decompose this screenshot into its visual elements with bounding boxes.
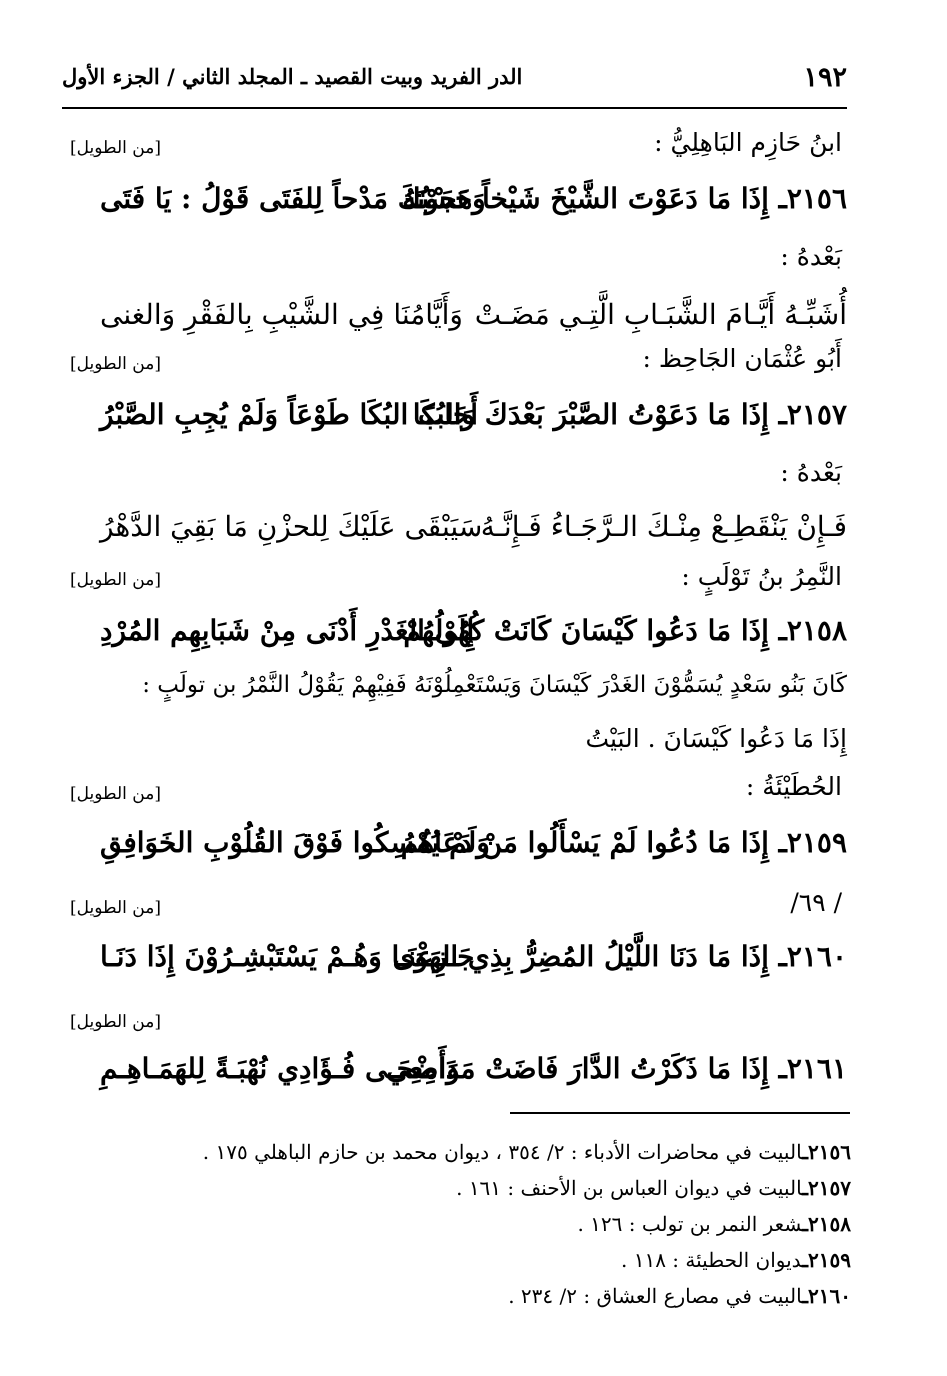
poet-name: أَبُو عُثْمَان الجَاحِظ : [642, 344, 842, 373]
verse-second-hemistich: سَيَبْقَى عَلَيْكَ لِلحزْنِ مَا بَقِيَ الدَّهْرُ [100, 510, 483, 543]
meter-label: [من الطويل] [70, 570, 161, 590]
footnote [203, 1140, 851, 1164]
footnote-number: ٢١٦٠ـ [802, 1284, 851, 1308]
verse-second-hemistich: وَلَمْ يُمْسِكُوا فَوْقَ القُلُوْبِ الخَوَافِقِ [100, 826, 490, 859]
verse-first-hemistich: ٢١٦٠ـ إِذَا مَا دَنَا اللَّيْلُ المُضِرُّ بِذِي الهَوَى [392, 940, 847, 973]
footnote [577, 1212, 851, 1236]
footnote-text: شعر النمر بن تولب : ١٢٦ . [577, 1212, 803, 1236]
footnote [621, 1248, 851, 1272]
verse-second-hemistich: وَأَضْحَـى فُـؤَادِي نُهْبَـةً لِلهَمَـاهِـمِ [100, 1052, 460, 1085]
footnote-number: ٢١٥٧ـ [802, 1176, 851, 1200]
footnote-text: البيت في محاضرات الأدباء : ٢/ ٣٥٤ ، ديوان محمد بن حازم الباهلي ١٧٥ . [202, 1140, 803, 1164]
footnote-text: ديوان الحطيئة : ١١٨ . [621, 1248, 803, 1272]
header-rule [62, 107, 847, 109]
manuscript-page-marker: / ٦٩/ [790, 888, 842, 917]
verse-first-hemistich: ٢١٦١ـ إِذَا مَا ذَكَرْتُ الدَّارَ فَاضَتْ مَدَامِعِي [386, 1052, 847, 1085]
running-title: الدر الفريد وبيت القصيد ـ المجلد الثاني / الجزء الأول [62, 64, 523, 89]
meter-label: [من الطويل] [70, 784, 161, 804]
page-number: ١٩٢ [803, 62, 847, 93]
footnote [456, 1176, 851, 1200]
meter-label: [من الطويل] [70, 898, 161, 918]
poet-name: ابنُ حَازِم البَاهِلِيُّ : [654, 128, 842, 157]
commentary-line: إِذَا مَا دَعُوا كَيْسَانَ . البَيْتُ [585, 724, 847, 753]
verse-second-hemistich: إِلَى الغَدْرِ أَدْنَى مِنْ شَبَابِهِم المُرْدِ [100, 614, 475, 647]
poet-name: النَّمِرُ بنُ تَوْلَبٍ : [681, 562, 842, 591]
commentary-line: كَانَ بَنُو سَعْدٍ يُسَمُّوْنَ الغَدْرَ كَيْسَانَ وَيَسْتَعْمِلُوْنَهُ فَفِيْهِمْ يَقُوْلُ النَّمْرُ بن تولَبٍ : [142, 672, 847, 698]
verse-first-hemistich: ٢١٥٨ـ إِذَا مَا دَعُوا كَيْسَانَ كَانَتْ كُهُوْلُهُمْ [403, 614, 847, 647]
verse-first-hemistich: فَـإِنْ يَنْقَطِـعْ مِنْـكَ الـرَّجَـاءُ فَـإِنَّـهُ [480, 510, 847, 543]
footnote [508, 1284, 851, 1308]
page-header [62, 62, 847, 102]
poet-name: الحُطَيْئَةُ : [745, 772, 842, 801]
footnote-number: ٢١٥٦ـ [802, 1140, 851, 1164]
footnote-rule [510, 1112, 850, 1114]
after-it-label: بَعْدهُ : [780, 242, 842, 271]
after-it-label: بَعْدهُ : [780, 458, 842, 487]
meter-label: [من الطويل] [70, 354, 161, 374]
verse-second-hemistich: أَجَابَ البُكَا طَوْعَاً وَلَمْ يُجِبِ الصَّبْرُ [100, 398, 478, 431]
meter-label: [من الطويل] [70, 138, 161, 158]
verse-first-hemistich: ٢١٥٦ـ إِذَا مَا دَعَوْتَ الشَّيْخَ شَيْخاً هَجَوْتَهُ [402, 182, 847, 215]
footnote-number: ٢١٥٩ـ [802, 1248, 851, 1272]
verse-second-hemistich: جَـزِعْنَـا وَهُـمْ يَسْتَبْشِـرُوْنَ إِذَا دَنَـا [100, 940, 475, 973]
footnote-number: ٢١٥٨ـ [802, 1212, 851, 1236]
verse-first-hemistich: أُشَبِّـهُ أَيَّـامَ الشَّبَـابِ الَّتِـي مَضَـتْ [474, 298, 847, 331]
verse-second-hemistich: وَأَيَّامُنَا فِي الشَّيْبِ بِالفَقْرِ وَالغنى [100, 298, 463, 331]
meter-label: [من الطويل] [70, 1012, 161, 1032]
verse-first-hemistich: ٢١٥٧ـ إِذَا مَا دَعَوْتُ الصَّبْرَ بَعْدَكَ وَالبُكَا [412, 398, 847, 431]
verse-first-hemistich: ٢١٥٩ـ إِذَا مَا دُعُوا لَمْ يَسْأَلُوا مَنْ دَعَاهُمُ [400, 826, 847, 859]
footnote-text: البيت في ديوان العباس بن الأحنف : ١٦١ . [456, 1176, 803, 1200]
verse-second-hemistich: وَحَسْبُكَ مَدْحاً لِلفَتَى قَوْلُ : يَا فَتَى [100, 182, 486, 215]
footnote-text: البيت في مصارع العشاق : ٢/ ٢٣٤ . [508, 1284, 803, 1308]
